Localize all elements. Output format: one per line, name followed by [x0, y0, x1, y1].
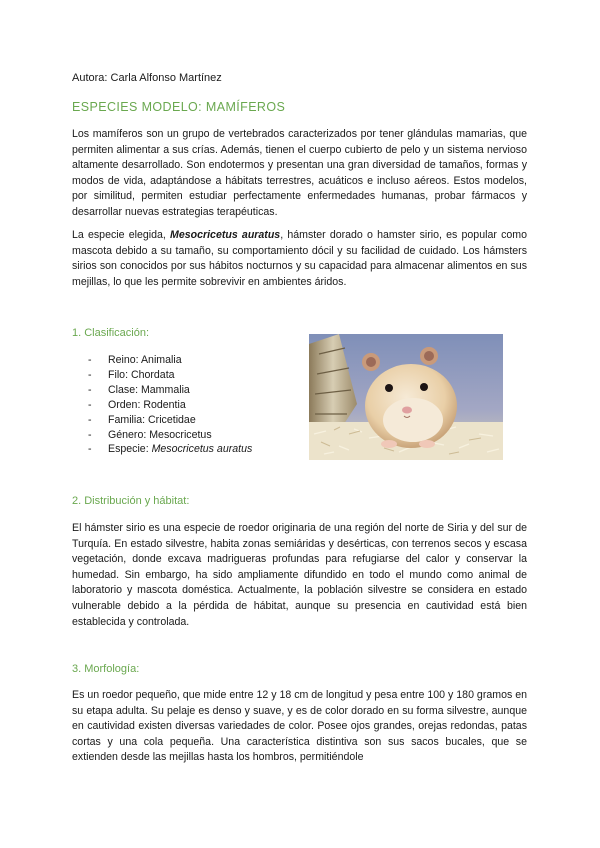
classification-heading: 1. Clasificación: [72, 327, 150, 339]
hamster-photo-icon [309, 334, 503, 460]
classification-list [88, 353, 252, 457]
species-value: Mesocricetus auratus [151, 443, 253, 456]
intro-paragraph: Los mamíferos son un grupo de vertebrados caracterizados por tener glándulas mamarias, que permiten alimentar a sus crías. Además, tienen el cuerpo cubierto de pelo y un sistema nervioso altamente desarrollado. Son endotermos y presentan una gran diversidad de tamaños, formas y modos de vida, adaptándose a hábitats terrestres, acuáticos e incluso aéreos. Estos modelos, por similitud, permiten estudiar perfectamente enfermedades humanas, probar fármacos y desarrollar nuevas estrategias terapéuticas. [72, 128, 527, 218]
species-rest-text: , hámster dorado o hamster sirio, es popular como mascota debido a su tamaño, su comportamiento dócil y su facilidad de cuidado. Los hámsters sirios son conocidos por sus hábitos nocturnos y su capacidad para almacenar alimentos en sus mejillas, lo que les permite sobrevivir en ambientes áridos. [72, 229, 527, 288]
distribution-heading: 2. Distribución y hábitat: [72, 495, 190, 507]
classification-item-especie [88, 442, 252, 457]
distribution-paragraph: El hámster sirio es una especie de roedor originaria de una región del norte de Siria y del sur de Turquía. En estado silvestre, habita zonas semiáridas y desérticas, con terrenos secos y escasa vegetación, donde excava madrigueras profundas para refugiarse del calor y conservar la humedad. Sin embargo, ha sido ampliamente difundido en todo el mundo como animal de laboratorio y mascota doméstica. Actualmente, la población silvestre se considera en estado vulnerable debido a la pérdida de hábitat, aunque su presencia en cautividad está bien establecida y controlada. [72, 522, 527, 628]
classification-item-orden: - Orden: Rodentia [88, 398, 252, 413]
species-paragraph [72, 228, 527, 290]
classification-item-familia: - Familia: Cricetidae [88, 413, 252, 428]
author-line: Autora: Carla Alfonso Martínez [72, 72, 222, 84]
hamster-photo [309, 334, 503, 460]
morphology-paragraph: Es un roedor pequeño, que mide entre 12 y 18 cm de longitud y pesa entre 100 y 180 gramos en su etapa adulta. Su pelaje es denso y suave, y es de color dorado en su forma silvestre, aunque en cautividad existen diversas variedades de color. Posee ojos grandes, orejas redondas, patas cortas y una cola pequeña. Una característica distintiva son sus sacos bucales, que se extienden desde las mejillas hasta los hombros, permitiéndole [72, 689, 527, 764]
species-lead-text: La especie elegida, [72, 229, 171, 241]
species-name: Mesocricetus auratus [170, 229, 281, 241]
classification-item-reino: - Reino: Animalia [88, 353, 252, 368]
species-label: Especie: [108, 443, 152, 456]
page-title: ESPECIES MODELO: MAMÍFEROS [72, 100, 286, 114]
classification-item-filo: - Filo: Chordata [88, 368, 252, 383]
classification-item-clase: - Clase: Mammalia [88, 383, 252, 398]
morphology-heading: 3. Morfología: [72, 663, 140, 675]
classification-item-genero: - Género: Mesocricetus [88, 428, 252, 443]
